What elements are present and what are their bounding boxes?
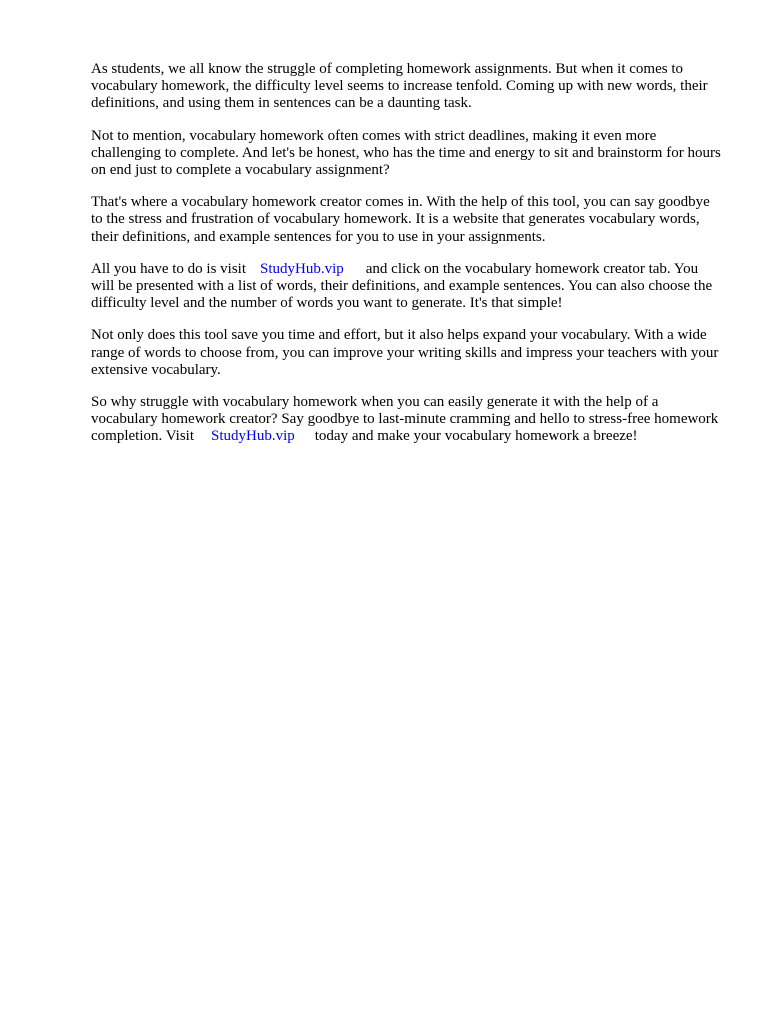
paragraph-struggle: As students, we all know the struggle of completing homework assignments. But when it comes to vocabulary homework, the difficulty level seems to increase tenfold. Coming up with new words, their definitions, and using them in sentences can be a daunting task. (91, 61, 708, 112)
document-page (91, 61, 721, 461)
paragraph-deadlines: Not to mention, vocabulary homework often comes with strict deadlines, making it even more challenging to complete. And let's be honest, who has the time and energy to sit and brainstorm for hours on end just to complete a vocabulary assignment? (91, 127, 721, 179)
paragraph-creator-intro: That's where a vocabulary homework creator comes in. With the help of this tool, you can say goodbye to the stress and frustration of vocabulary homework. It is a website that generates vocabulary words, their definitions, and example sentences for you to use in your assignments. (91, 194, 710, 245)
how-to-text-after: and click on the vocabulary homework creator tab. You will be presented with a list of words, their definitions, and example sentences. You can also choose the difficulty level and the number of words you want to generate. It's that simple! (91, 260, 713, 312)
studyhub-link[interactable]: StudyHub.vip (260, 260, 344, 277)
how-to-text-before: All you have to do is visit (91, 260, 246, 277)
paragraph-how-to (91, 261, 721, 313)
conclusion-text-after: today and make your vocabulary homework a breeze! (314, 428, 638, 445)
studyhub-link-conclusion[interactable]: StudyHub.vip (211, 428, 295, 445)
paragraph-conclusion (91, 394, 721, 446)
paragraph-benefits: Not only does this tool save you time and effort, but it also helps expand your vocabulary. With a wide range of words to choose from, you can improve your writing skills and impress your teachers with your extensive vocabulary. (91, 327, 719, 378)
conclusion-text-before: So why struggle with vocabulary homework when you can easily generate it with the help of a vocabulary homework creator? Say goodbye to last-minute cramming and hello to stress-free homework completion. Visit (91, 394, 719, 445)
